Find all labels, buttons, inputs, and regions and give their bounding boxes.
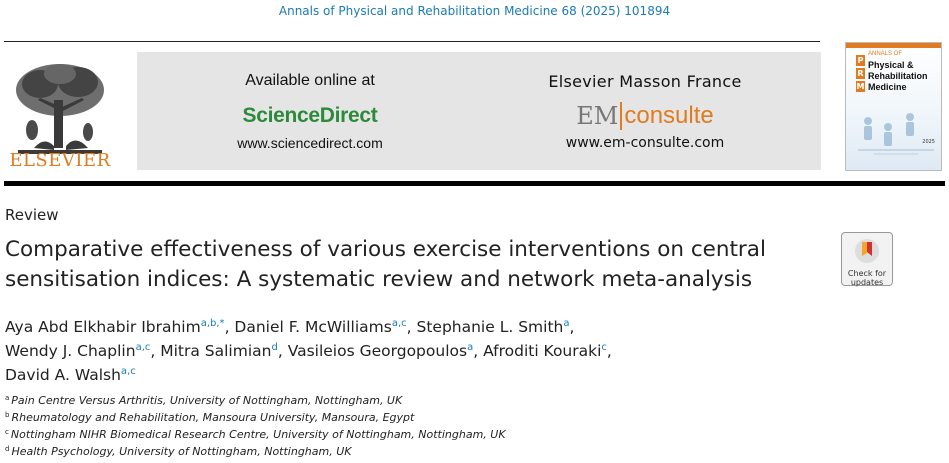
author[interactable]: [288, 342, 483, 360]
affiliations-list: [5, 392, 805, 460]
author[interactable]: [5, 318, 234, 336]
cover-year: 2025: [922, 139, 935, 145]
author[interactable]: [5, 366, 136, 384]
affiliation-item: [5, 392, 805, 409]
consulte-logo-part: consulte: [624, 102, 714, 129]
check-for-updates-button[interactable]: [841, 232, 893, 286]
author-name: Daniel F. McWilliams: [234, 318, 392, 336]
author-name: David A. Walsh: [5, 366, 121, 384]
article-title: Comparative effectiveness of various exercise interventions on central sensitisation indices: A systematic review and network meta-analysis: [5, 237, 766, 292]
author-affiliation-marks: c: [601, 342, 607, 353]
author[interactable]: [483, 342, 612, 360]
author[interactable]: [160, 342, 287, 360]
affiliation-text: Rheumatology and Rehabilitation, Mansoura University, Mansoura, Egypt: [11, 411, 415, 424]
author-separator: ,: [224, 318, 235, 336]
affiliation-item: [5, 443, 805, 460]
affiliation-text: Health Psychology, University of Nottingham, Nottingham, UK: [11, 445, 352, 458]
emconsulte-url[interactable]: www.em-consulte.com: [565, 135, 725, 151]
author-separator: ,: [406, 318, 417, 336]
cover-letter: R: [857, 69, 864, 78]
author-affiliation-marks: a,c: [135, 342, 151, 353]
author-name: Afroditi Kouraki: [483, 342, 602, 360]
affiliation-key: c: [5, 428, 9, 436]
author-name: Wendy J. Chaplin: [5, 342, 136, 360]
affiliation-key: d: [5, 445, 10, 453]
cover-title-line: Rehabilitation: [868, 71, 928, 81]
author-name: Mitra Salimian: [160, 342, 272, 360]
affiliation-key: a: [5, 394, 10, 402]
author-name: Vasileios Georgopoulos: [287, 342, 468, 360]
author-affiliation-marks: a: [467, 342, 474, 353]
author-separator: ,: [150, 342, 161, 360]
crossmark-icon: [854, 238, 880, 264]
cover-title-line: Physical &: [868, 60, 914, 70]
em-logo-divider: [620, 102, 622, 130]
article-type: Review: [5, 206, 59, 224]
elsevier-masson-text: Elsevier Masson France: [548, 72, 742, 91]
header-thick-rule: [4, 181, 945, 186]
affiliation-item: [5, 409, 805, 426]
check-for-updates-label: Check for updates: [847, 269, 887, 287]
author-separator: ,: [473, 342, 484, 360]
em-logo-part: EM: [576, 102, 619, 130]
affiliation-item: [5, 426, 805, 443]
author-affiliation-marks: a,b,*: [200, 318, 225, 329]
cover-accent-bar: [846, 43, 941, 48]
affiliation-key: b: [5, 411, 10, 419]
journal-cover-thumbnail[interactable]: [845, 42, 942, 171]
author-name: Aya Abd Elkhabir Ibrahim: [5, 318, 201, 336]
sciencedirect-logo[interactable]: ScienceDirect: [242, 104, 378, 127]
author-affiliation-marks: a,c: [120, 366, 136, 377]
affiliation-text: Nottingham NIHR Biomedical Research Centre, University of Nottingham, Nottingham, UK: [10, 428, 506, 441]
cover-letter-blocks: [856, 55, 866, 94]
affiliation-text: Pain Centre Versus Arthritis, University of Nottingham, Nottingham, UK: [11, 394, 403, 407]
author-name: Stephanie L. Smith: [416, 318, 564, 336]
author-list: [5, 315, 805, 387]
cover-journal-line: ANNALS OF: [868, 51, 903, 57]
journal-citation[interactable]: Annals of Physical and Rehabilitation Medicine 68 (2025) 101894: [278, 4, 671, 18]
author-affiliation-marks: d: [271, 342, 278, 353]
author-separator: ,: [606, 342, 612, 360]
author-separator: ,: [569, 318, 575, 336]
cover-illustration: [854, 107, 938, 161]
author-affiliation-marks: a,c: [391, 318, 407, 329]
available-online-text: Available online at: [245, 72, 375, 89]
cover-letter: M: [856, 82, 865, 91]
cover-title-line: Medicine: [868, 82, 907, 92]
author[interactable]: [234, 318, 416, 336]
header-rule: [4, 41, 820, 42]
cover-title: [868, 49, 940, 93]
author-separator: ,: [277, 342, 288, 360]
emconsulte-logo[interactable]: [540, 100, 750, 132]
author-affiliation-marks: a: [563, 318, 570, 329]
author[interactable]: [5, 342, 160, 360]
author[interactable]: [417, 318, 575, 336]
cover-letter: P: [857, 56, 864, 65]
sciencedirect-url[interactable]: www.sciencedirect.com: [237, 135, 383, 151]
elsevier-wordmark[interactable]: ELSEVIER: [9, 150, 111, 171]
